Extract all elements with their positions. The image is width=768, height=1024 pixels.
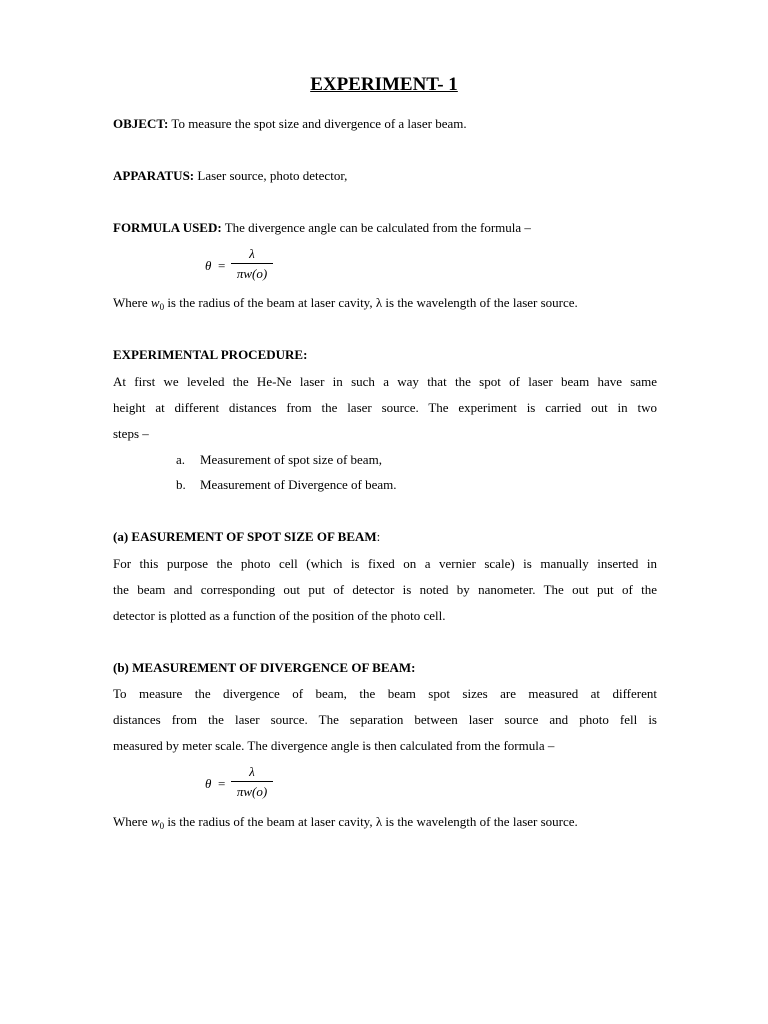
formula-2 (205, 764, 285, 806)
list-marker: b. (176, 477, 186, 492)
apparatus-label: APPARATUS: (113, 168, 195, 183)
section-a-heading (113, 529, 380, 545)
object-text: To measure the spot size and divergence of a laser beam. (168, 116, 467, 131)
apparatus-text: Laser source, photo detector, (194, 168, 348, 183)
formula-lhs: θ (205, 258, 212, 273)
list-item (176, 477, 397, 493)
section-a-line-3: detector is plotted as a function of the position of the photo cell. (113, 608, 446, 623)
where-var: w (150, 295, 160, 310)
apparatus-line (113, 168, 347, 184)
formula-fraction (231, 764, 273, 800)
section-b-line-2: distances from the laser source. The separation between laser source and photo fell is (113, 712, 657, 727)
formula-numerator: λ (249, 764, 255, 779)
section-b-heading-text: (b) MEASUREMENT OF DIVERGENCE OF BEAM: (113, 660, 416, 675)
formula-equals: = (218, 776, 226, 791)
formula-denominator: πw(o) (236, 266, 268, 281)
list-item (176, 452, 382, 468)
section-b-line-3: measured by meter scale. The divergence angle is then calculated from the formula – (113, 738, 555, 753)
object-label: OBJECT: (113, 116, 169, 131)
formula-numerator: λ (249, 246, 255, 261)
list-text: Measurement of spot size of beam, (200, 452, 382, 467)
where-post: is the radius of the beam at laser cavity, λ is the wavelength of the laser source. (164, 295, 578, 310)
procedure-line-1: At first we leveled the He-Ne laser in such a way that the spot of laser beam have same (113, 374, 657, 389)
where-pre: Where (113, 295, 151, 310)
object-line (113, 116, 467, 132)
where-post: is the radius of the beam at laser cavity, λ is the wavelength of the laser source. (164, 814, 578, 829)
formula-used-label: FORMULA USED: (113, 220, 222, 235)
section-b-line-1: To measure the divergence of beam, the beam spot sizes are measured at different (113, 686, 657, 701)
list-text: Measurement of Divergence of beam. (200, 477, 397, 492)
section-a-colon: : (376, 529, 381, 544)
formula-used-line (113, 220, 531, 236)
section-a-line-1: For this purpose the photo cell (which is fixed on a vernier scale) is manually inserted in (113, 556, 657, 571)
formula-fraction (231, 246, 273, 282)
section-a-heading-text: (a) EASUREMENT OF SPOT SIZE OF BEAM (113, 529, 377, 544)
procedure-line-3: steps – (113, 426, 149, 441)
formula-used-text: The divergence angle can be calculated from the formula – (221, 220, 531, 235)
where-var: w (150, 814, 160, 829)
formula-denominator: πw(o) (236, 784, 268, 799)
procedure-heading-text: EXPERIMENTAL PROCEDURE: (113, 347, 308, 362)
fraction-bar (231, 781, 273, 782)
formula-lhs: θ (205, 776, 212, 791)
where-line-1 (113, 295, 578, 311)
where-sub: 0 (159, 821, 165, 831)
section-a-line-2: the beam and corresponding out put of detector is noted by nanometer. The out put of the (113, 582, 657, 597)
procedure-heading (113, 347, 307, 363)
page-title: EXPERIMENT- 1 (310, 74, 458, 95)
formula-equals: = (218, 258, 226, 273)
fraction-bar (231, 263, 273, 264)
procedure-line-2: height at different distances from the laser source. The experiment is carried out in two (113, 400, 657, 415)
list-marker: a. (176, 452, 186, 467)
where-sub: 0 (159, 302, 165, 312)
where-line-2 (113, 814, 578, 830)
where-pre: Where (113, 814, 151, 829)
section-b-heading (113, 660, 416, 676)
formula-1 (205, 246, 285, 288)
